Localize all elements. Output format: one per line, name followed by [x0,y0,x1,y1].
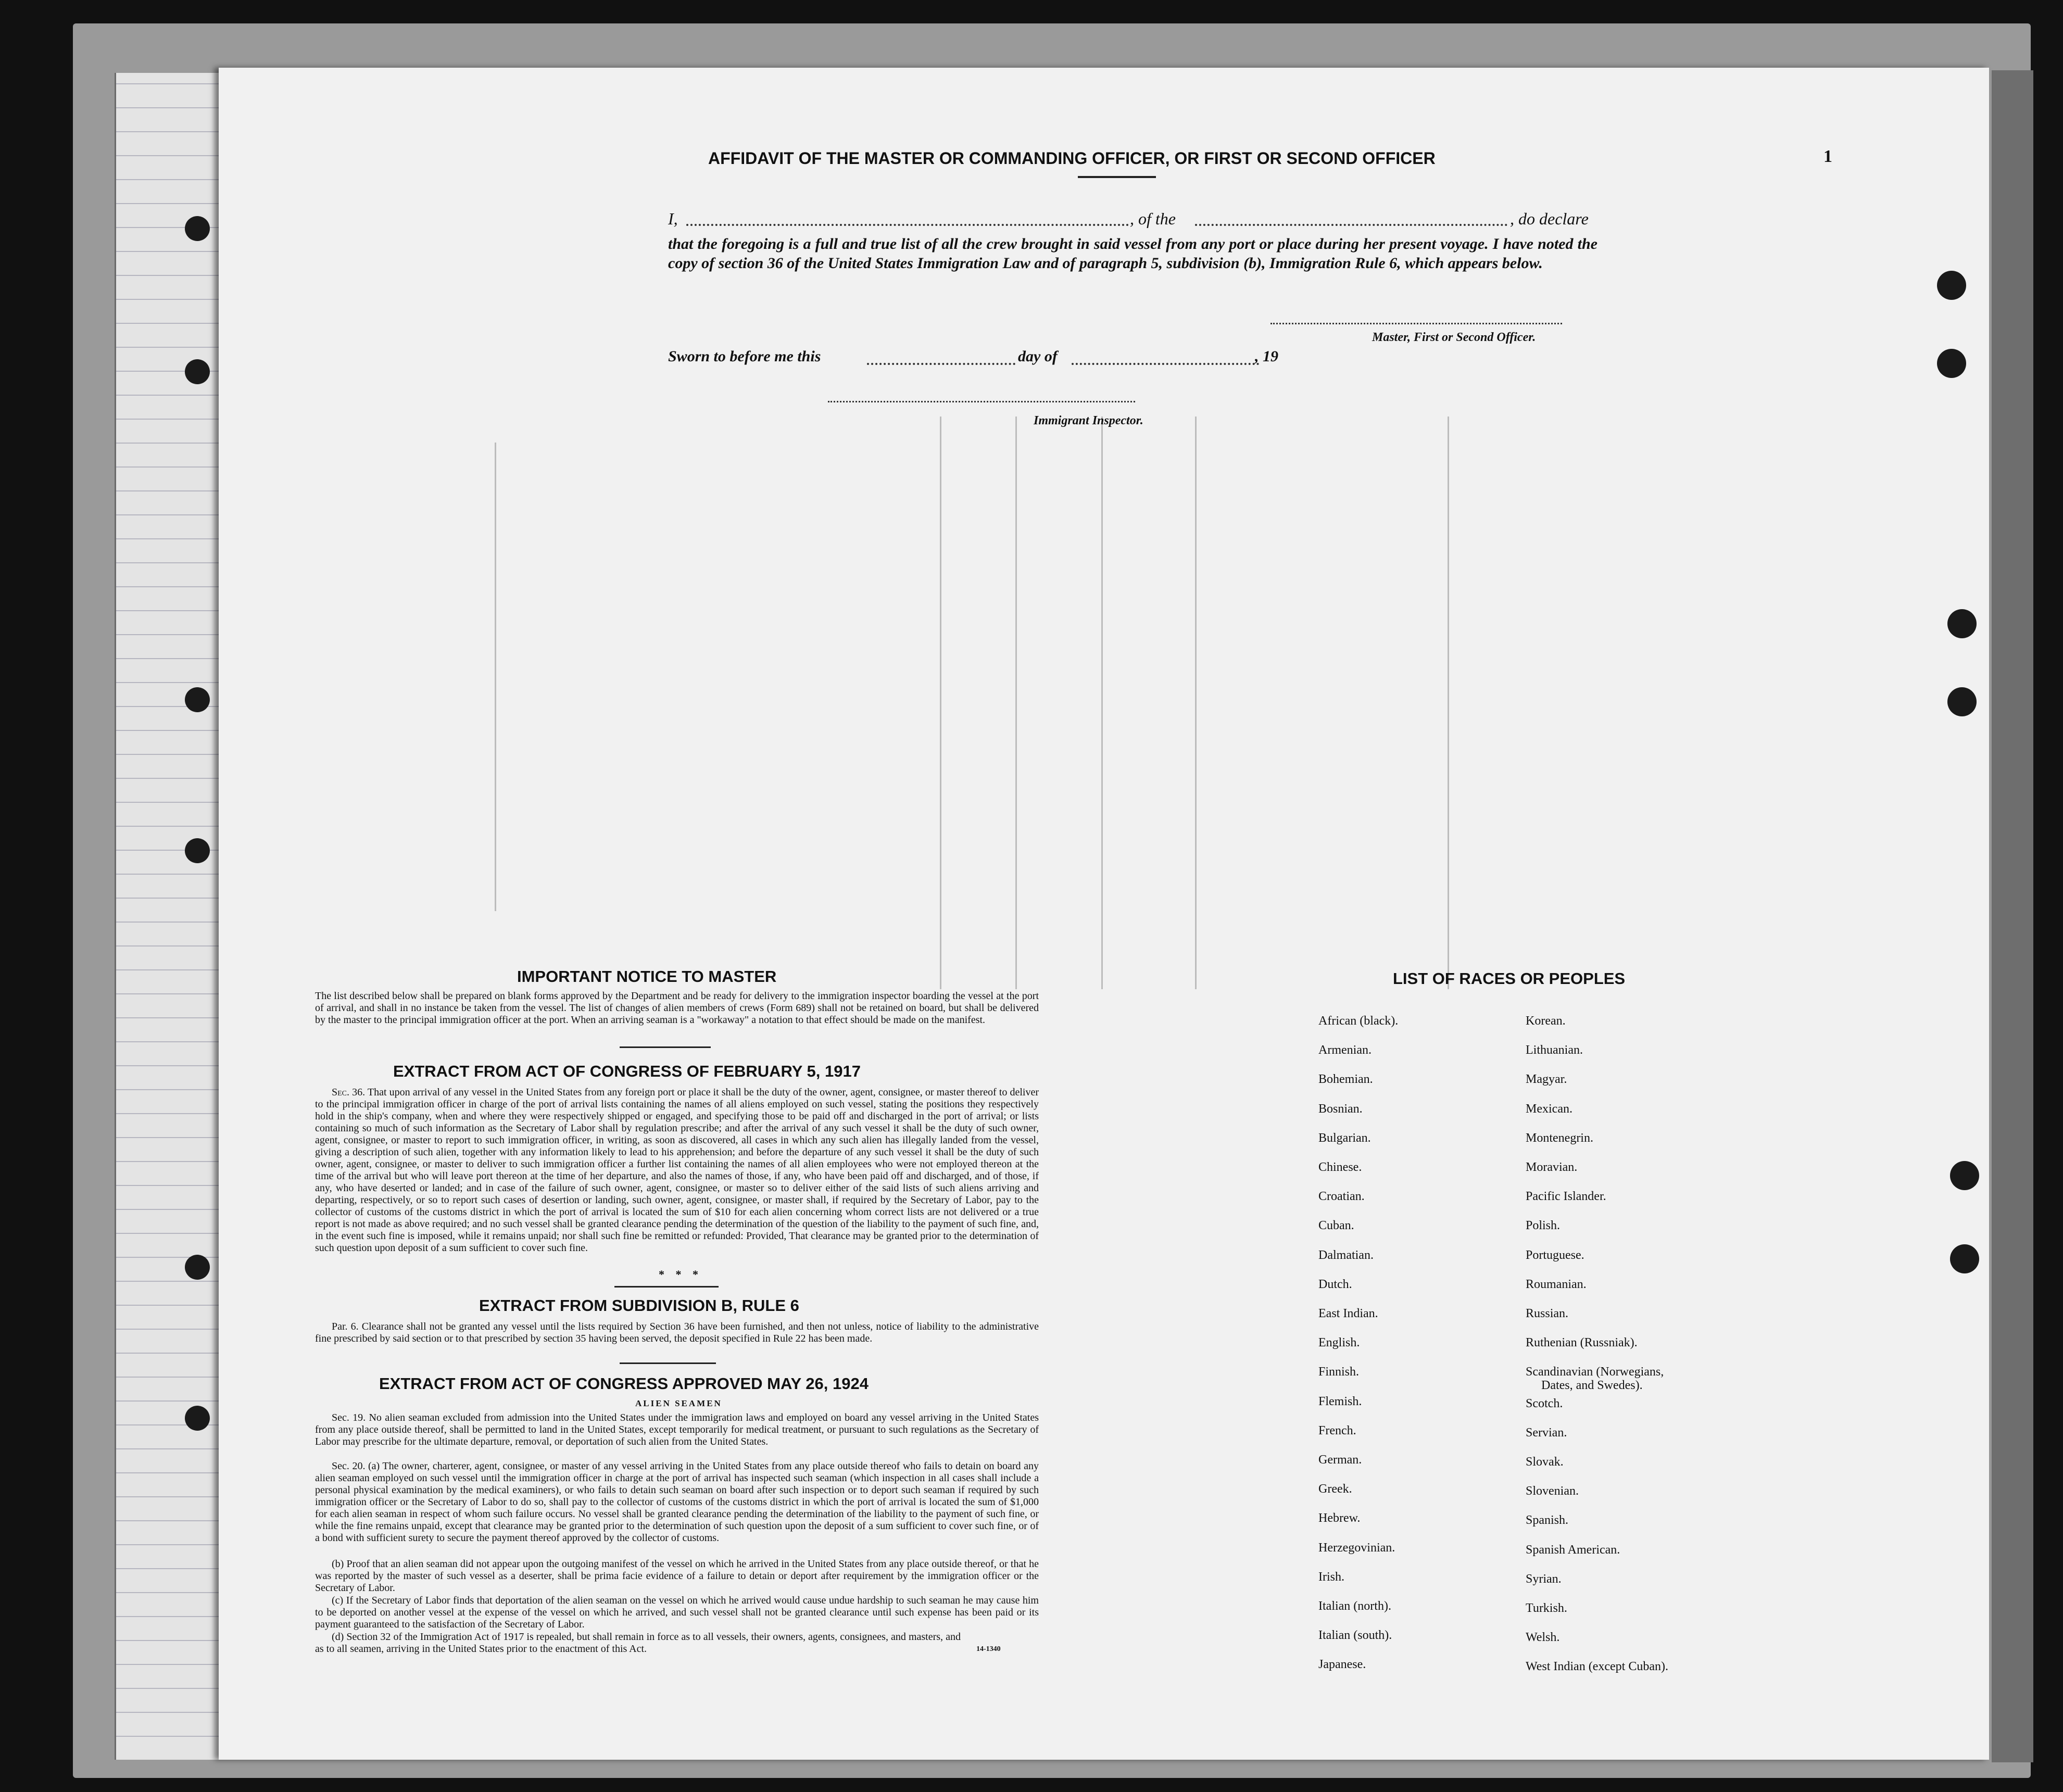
race-item: English. [1318,1336,1360,1349]
show-through-rule [940,417,941,989]
punch-hole [185,1406,210,1431]
race-item: Cuban. [1318,1219,1354,1232]
extract-1924-sec20b: (b) Proof that an alien seaman did not appear upon the outgoing manifest of the vessel on which he arrived in the United States from any place outside thereof, or that he was reported by the master of such vessel as a deserter, shall be prima facie evidence of a failure to detain or deport after requirement by the immigration officer or the Secretary of Labor. [315,1558,1039,1594]
race-item: Bohemian. [1318,1072,1373,1086]
extract-1917-body [315,1087,1039,1254]
show-through-rule [1015,417,1017,989]
extract-1924-sec20c: (c) If the Secretary of Labor finds that deportation of the alien seaman on the vessel on which he arrived would cause undue hardship to such seaman he may cause him to be deported on another vessel at the expense of the vessel on which he arrived, and such vessel shall not be granted clearance until such expense has been paid or its payment guaranteed to the satisfaction of the Secretary of Labor. [315,1595,1039,1630]
race-item: Magyar. [1526,1072,1567,1086]
section-divider [620,1046,711,1048]
race-item: Mexican. [1526,1102,1573,1116]
extract-1917-title: EXTRACT FROM ACT OF CONGRESS OF FEBRUARY 5, 1917 [393,1062,861,1080]
punch-hole [185,1255,210,1280]
race-item: West Indian (except Cuban). [1526,1660,1668,1673]
race-item: Dutch. [1318,1278,1352,1291]
section-divider [614,1286,719,1288]
sworn-day-label: day of [1018,348,1058,365]
extract-1924-title: EXTRACT FROM ACT OF CONGRESS APPROVED MAY 26, 1924 [379,1374,869,1393]
section-divider [620,1362,716,1364]
punch-hole [1937,349,1966,378]
notice-title: IMPORTANT NOTICE TO MASTER [517,967,777,986]
master-signature-line[interactable] [1270,323,1562,324]
sworn-day-blank[interactable] [867,363,1015,365]
race-item: East Indian. [1318,1307,1378,1320]
extract-rule6-body: Par. 6. Clearance shall not be granted any vessel until the lists required by Section 36 have been furnished, and then not unless, notice of liability to the administrative fine prescribed by said section or to that prescribed by section 35 having been served, the deposit specified in Rule 22 has been made. [315,1321,1039,1344]
inspector-signature-line[interactable] [828,401,1135,402]
show-through-rule [495,443,496,911]
race-item: Dalmatian. [1318,1248,1374,1262]
master-signature-label: Master, First or Second Officer. [1372,331,1536,344]
race-item: Russian. [1526,1307,1569,1320]
show-through-rule [1195,417,1197,989]
race-item: Croatian. [1318,1190,1365,1203]
race-item: Portuguese. [1526,1248,1584,1262]
race-item: Spanish. [1526,1513,1569,1527]
show-through-rule [1101,417,1103,989]
punch-hole [1950,1244,1979,1273]
race-item: Hebrew. [1318,1511,1361,1525]
race-item: Servian. [1526,1426,1567,1440]
race-item: Armenian. [1318,1043,1372,1057]
race-item: Herzegovinian. [1318,1541,1395,1555]
punch-hole [185,359,210,384]
race-item: Moravian. [1526,1160,1578,1174]
race-item: French. [1318,1424,1356,1437]
race-item: Irish. [1318,1570,1344,1584]
vessel-blank[interactable] [1195,224,1507,226]
extract-1917-text: That upon arrival of any vessel in the United States from any foreign port or place it shall be the duty of the owner, agent, consignee, or master thereof to deliver to the principal immigration officer in charge of the port of arrival lists containing the names of all aliens employed on such vessel, stating the positions they respectively hold in the ship's company, when and where they were respectively shipped or engaged, and specifying those to be paid off and discharged in the port of arrival; or lists containing so much of such information as the Secretary of Labor shall by regulation prescribe; and after the arrival of any such vessel it shall be the duty of such owner, agent, consignee, or master to report to such immigration officer, in writing, as soon as discovered, all cases in which any such alien has illegally landed from the vessel, giving a description of such alien, together with any information likely to lead to his apprehension; and before the departure of any such vessel it shall be the duty of such owner, agent, consignee, or master to deliver to such immigration officer a further list containing the names of all alien employees who were not employed thereon at the time of the arrival but who will leave port thereon at the time of her departure, and also the names of those, if any, who have been paid off and discharged, and of those, if any, who have deserted or landed; and in case of the failure of such owner, agent, consignee, or master so to deliver either of the said lists of such aliens arriving and departing, respectively, or so to report such cases of desertion or landing, such owner, agent, consignee, or master shall, if required by the Secretary of Labor, pay to the collector of customs of the customs district in which the port of arrival is located the sum of $10 for each alien concerning whom correct lists are not delivered or a true report is not made as above required; and no such vessel shall be granted clearance pending the determination of the question of the liability to the payment of such fine, and, in the event such fine is imposed, while it remains unpaid; nor shall such fine be remitted or refunded: Provided, That clearance may be granted prior to the determination of such question upon deposit of a sum sufficient to cover such fine. [315,1087,1039,1254]
race-item: Slovak. [1526,1455,1564,1469]
race-item: Pacific Islander. [1526,1190,1606,1203]
extract-rule6-title: EXTRACT FROM SUBDIVISION B, RULE 6 [479,1296,799,1315]
name-blank[interactable] [686,224,1129,226]
notice-body: The list described below shall be prepared on blank forms approved by the Department and be ready for delivery to the immigration inspector boarding the vessel at the port of arrival, and shall in no instance be taken from the vessel. The list of changes of alien members of crews (Form 689) shall not be retained on board, but shall be delivered by the master to the principal immigration officer at the port. When an arriving seaman is a "workaway" a notation to that effect should be made on the manifest. [315,990,1039,1026]
extract-1924-sec20a: Sec. 20. (a) The owner, charterer, agent, consignee, or master of any vessel arriving in the United States from any place outside thereof who fails to detain on board any alien seaman employed on such vessel until the immigration officer in charge at the port of arrival has inspected such seaman (which inspection in all cases shall include a personal physical examination by the medical examiners), or who fails to detain such seaman on board after such inspection or to deport such seaman if required by such immigration officer or the Secretary of Labor to do so, shall pay to the collector of customs of the customs district in which the port of arrival is located the sum of $1,000 for each alien seaman in respect of whom such failure occurs. No vessel shall be granted clearance pending the determination of the liability to the payment of such fine, or while the fine remains unpaid, except that clearance may be granted prior to the determination of such question upon the deposit of a sum sufficient to cover such fine, or of a bond with sufficient surety to secure the payment thereof approved by the collector of customs. [315,1460,1039,1544]
race-item: Italian (south). [1318,1629,1392,1642]
race-item: Montenegrin. [1526,1131,1593,1145]
page-number: 1 [1823,147,1832,166]
race-item: German. [1318,1453,1362,1467]
punch-hole [185,687,210,712]
race-item: Roumanian. [1526,1278,1587,1291]
sworn-label: Sworn to before me this [668,348,821,365]
race-item: Scandinavian (Norwegians, [1526,1365,1664,1379]
race-item: Welsh. [1526,1631,1560,1644]
race-item: Lithuanian. [1526,1043,1583,1057]
punch-hole [185,838,210,863]
races-title: LIST OF RACES OR PEOPLES [1393,969,1626,988]
race-item: Ruthenian (Russniak). [1526,1336,1638,1349]
punch-hole [1950,1161,1979,1190]
race-item: Dates, and Swedes). [1541,1379,1643,1392]
race-item: Chinese. [1318,1160,1362,1174]
race-item: Polish. [1526,1219,1561,1232]
title-underline [1078,176,1156,178]
show-through-rule [1448,417,1449,989]
punch-hole [185,216,210,241]
inspector-signature-label: Immigrant Inspector. [1034,414,1143,427]
race-item: Bosnian. [1318,1102,1363,1116]
race-item: Scotch. [1526,1397,1563,1410]
affidavit-line1-of: , of the [1130,209,1176,228]
affidavit-line1-declare: , do declare [1510,209,1589,228]
race-item: Finnish. [1318,1365,1360,1379]
sworn-month-blank[interactable] [1072,363,1259,365]
extract-1924-sec19: Sec. 19. No alien seaman excluded from admission into the United States under the immigration laws and employed on board any vessel arriving in the United States from any place outside thereof, shall be permitted to land in the United States, except temporarily for medical treatment, or pursuant to such regulations as the Secretary of Labor may prescribe for the ultimate departure, removal, or deportation of such alien from the United States. [315,1412,1039,1447]
race-item: Korean. [1526,1014,1566,1028]
race-item: Spanish American. [1526,1543,1620,1557]
extract-1924-subtitle: ALIEN SEAMEN [635,1398,722,1408]
race-item: Slovenian. [1526,1484,1579,1498]
race-item: Italian (north). [1318,1599,1391,1613]
extract-1917-section-label: Sec. 36. [332,1087,366,1098]
race-item: African (black). [1318,1014,1399,1028]
race-item: Turkish. [1526,1601,1567,1615]
race-item: Syrian. [1526,1572,1562,1586]
sheet-edge-shadow [1992,70,2033,1762]
extract-1917-ellipsis: * * * [659,1268,702,1281]
affidavit-body: that the foregoing is a full and true list of all the crew brought in said vessel from any port or place during her present voyage. I have noted the copy of section 36 of the United States Immigration Law and of paragraph 5, subdivision (b), Immigration Rule 6, which appears below. [668,235,1597,272]
race-item: Japanese. [1318,1658,1366,1671]
race-item: Flemish. [1318,1395,1362,1408]
extract-1924-sec20d: (d) Section 32 of the Immigration Act of 1917 is repealed, but shall remain in force as to all vessels, their owners, agents, consignees, and masters, and as to all seamen, arriving in the United States prior to the enactment of this Act. [315,1631,961,1655]
punch-hole [1947,609,1977,638]
form-code: 14-1340 [976,1645,1001,1653]
affidavit-title: AFFIDAVIT OF THE MASTER OR COMMANDING OFFICER, OR FIRST OR SECOND OFFICER [708,149,1436,168]
race-item: Greek. [1318,1482,1352,1496]
sworn-year-label: , 19 [1255,348,1278,365]
affidavit-line1-i: I, [668,209,678,228]
punch-hole [1947,687,1977,716]
race-item: Bulgarian. [1318,1131,1371,1145]
punch-hole [1937,271,1966,300]
